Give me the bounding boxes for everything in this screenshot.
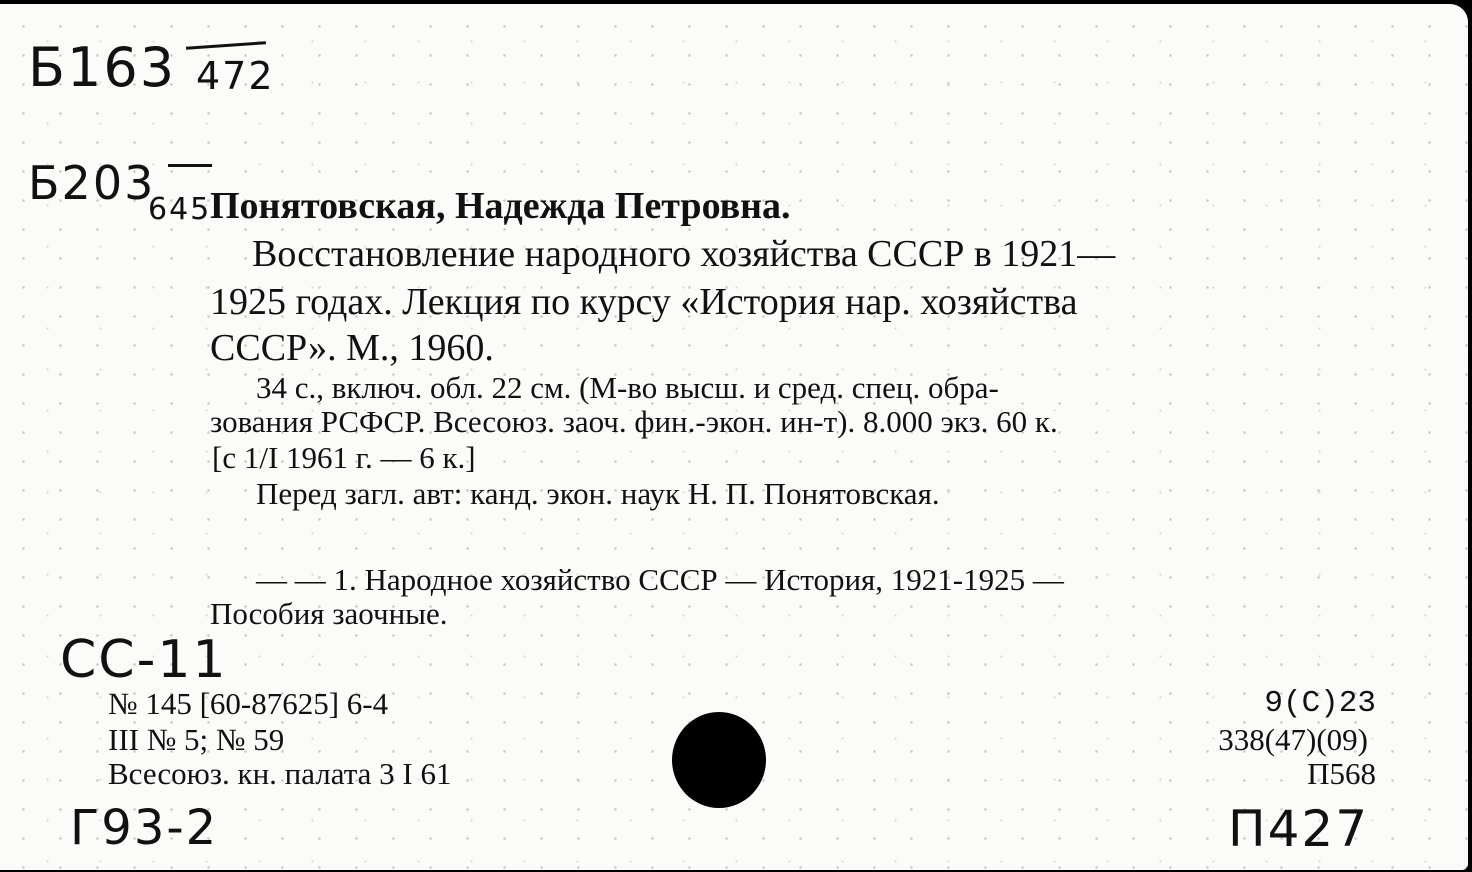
handwritten-fraction-second: 645 bbox=[148, 192, 212, 227]
fraction-bar-second bbox=[168, 164, 212, 167]
description-line-3: [с 1/I 1961 г. — 6 к.] bbox=[212, 440, 476, 475]
title-line-2: 1925 годах. Лекция по курсу «История нар. хозяйства bbox=[210, 281, 1078, 323]
title-line-3: СССР». М., 1960. bbox=[210, 327, 494, 369]
footer-right-line-2: 338(47)(09) bbox=[1218, 722, 1368, 757]
description-line-1: 34 с., включ. обл. 22 см. (М-во высш. и сред. спец. обра- bbox=[256, 370, 999, 405]
footer-right-line-1: 9(С)23 bbox=[1264, 686, 1376, 721]
description-line-2: зования РСФСР. Всесоюз. заоч. фин.-экон. ин-т). 8.000 экз. 60 к. bbox=[210, 404, 1058, 439]
handwritten-code-top: Б163 bbox=[28, 36, 177, 99]
subject-line-2: Пособия заочные. bbox=[210, 596, 448, 631]
catalog-card bbox=[0, 4, 1468, 870]
handwritten-cc-mark: CC-11 bbox=[60, 630, 228, 690]
handwritten-fraction-top: 472 bbox=[196, 54, 275, 98]
subject-line-1: — — 1. Народное хозяйство СССР — История, 1921-1925 — bbox=[256, 562, 1064, 597]
footer-right-line-3: П568 bbox=[1307, 756, 1376, 791]
handwritten-bottom-left-mark: Г93-2 bbox=[70, 800, 219, 856]
punch-hole bbox=[672, 712, 766, 808]
handwritten-bottom-right-mark: П427 bbox=[1228, 800, 1370, 858]
author-heading: Понятовская, Надежда Петровна. bbox=[210, 185, 791, 227]
footer-left-line-3: Всесоюз. кн. палата 3 I 61 bbox=[108, 756, 452, 791]
title-line-1: Восстановление народного хозяйства СССР в 1921— bbox=[252, 233, 1116, 275]
handwritten-code-second: Б203 bbox=[28, 156, 156, 210]
note-line: Перед загл. авт: канд. экон. наук Н. П. Понятовская. bbox=[256, 476, 940, 511]
footer-left-line-1: № 145 [60-87625] 6-4 bbox=[108, 686, 389, 721]
footer-left-line-2: III № 5; № 59 bbox=[108, 722, 285, 757]
